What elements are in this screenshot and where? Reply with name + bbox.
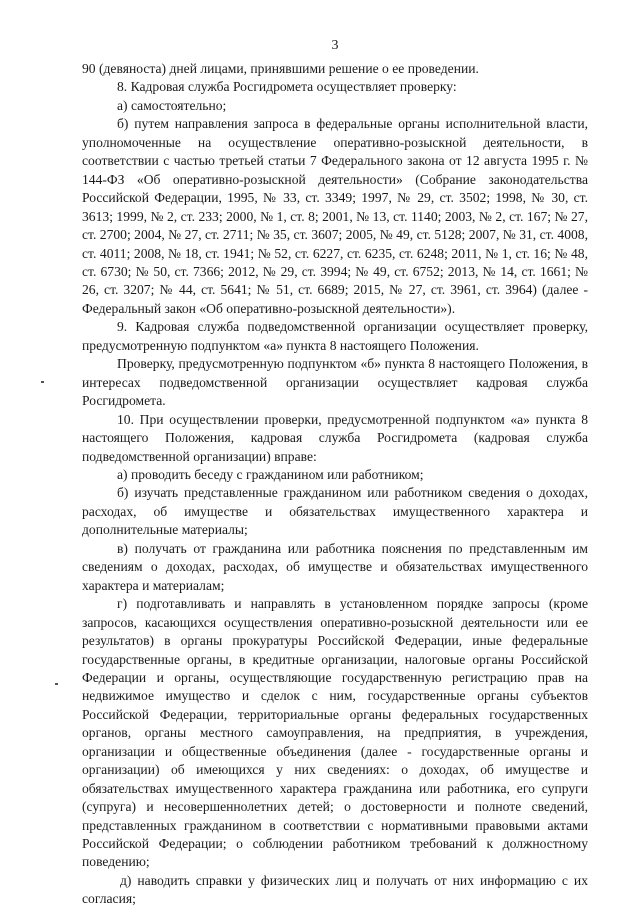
paragraph-10g: г) подготавливать и направлять в установленном порядке запросы (кроме запросов, касающихся осуществления оперативно-розыскной деятельности или ее результатов) в органы прокуратуры Российской Федерации, иные федеральные государственные органы, в кредитные организации, налоговые органы Российской Федерации и органы, осуществляющие государственную регистрацию прав на недвижимое имущество и сделок с ним, государственные органы субъектов Российской Федерации, территориальные органы федеральных государственных органов, органы местного самоуправления, на предприятия, в учреждения, организации и общественные объединения (далее - государственные органы и организации) об имеющихся у них сведениях: о доходах, об имуществе и обязательствах имущественного характера гражданина или работника, его супруги (супруга) и несовершеннолетних детей; о достоверности и полноте сведений, представленных гражданином в соответствии с нормативными правовыми актами Российской Федерации; о соблюдении работником требований к должностному поведению; [82, 596, 588, 870]
page-number: 3 [331, 38, 339, 53]
paragraph-8b: б) путем направления запроса в федеральные органы исполнительной власти, уполномоченные на осуществление оперативно-розыскной деятельности, в соответствии с частью третьей статьи 7 Федерального закона от 12 августа 1995 г. № 144-ФЗ «Об оперативно-розыскной деятельности» (Собрание законодательства Российской Федерации, 1995, № 33, ст. 3349; 1997, № 29, ст. 3502; 1998, № 30, ст. 3613; 1999, № 2, ст. 233; 2000, № 1, ст. 8; 2001, № 13, ст. 1140; 2003, № 2, ст. 167; № 27, ст. 2700; 2004, № 27, ст. 2711; № 35, ст. 3607; 2005, № 49, ст. 5128; 2007, № 31, ст. 4008, ст. 4011; 2008, № 18, ст. 1941; № 52, ст. 6227, ст. 6235, ст. 6248; 2011, № 1, ст. 16; № 48, ст. 6730; № 50, ст. 7366; 2012, № 29, ст. 3994; № 49, ст. 6752; 2013, № 14, ст. 1661; № 26, ст. 3207; № 44, ст. 5641; № 51, ст. 6689; 2015, № 27, ст. 3961, ст. 3964) (далее - Федеральный закон «Об оперативно-розыскной деятельности»). [82, 116, 588, 316]
paragraph-9-second: Проверку, предусмотренную подпунктом «б» пункта 8 настоящего Положения, в интересах подведомственной организации осуществляет кадровая служба Росгидромета. [82, 356, 588, 409]
paragraph-9: 9. Кадровая служба подведомственной организации осуществляет проверку, предусмотренную подпунктом «а» пункта 8 настоящего Положения. [82, 319, 588, 353]
paragraph-8a: а) самостоятельно; [117, 97, 227, 113]
paragraph-10b: б) изучать представленные гражданином или работником сведения о доходах, расходах, об имуществе и обязательствах имущественного характера и дополнительные материалы; [82, 485, 588, 538]
paragraph-10a: а) проводить беседу с гражданином или работником; [117, 466, 424, 482]
paragraph-10d: д) наводить справки у физических лиц и получать от них информацию с их согласия; [82, 872, 588, 907]
paragraph-continuation: 90 (девяноста) дней лицами, принявшими решение о ее проведении. [82, 61, 479, 76]
scan-speck [41, 381, 44, 383]
paragraph-10v: в) получать от гражданина или работника пояснения по представленным им сведениям о доходах, расходах, об имуществе и обязательствах имущественного характера и материалам; [82, 540, 588, 593]
paragraph-10: 10. При осуществлении проверки, предусмотренной подпунктом «а» пункта 8 настоящего Положения, кадровая служба Росгидромета (кадровая служба подведомственной организации) вправе: [82, 411, 588, 464]
paragraph-8: 8. Кадровая служба Росгидромета осуществляет проверку: [117, 79, 457, 95]
scan-speck [55, 683, 58, 685]
